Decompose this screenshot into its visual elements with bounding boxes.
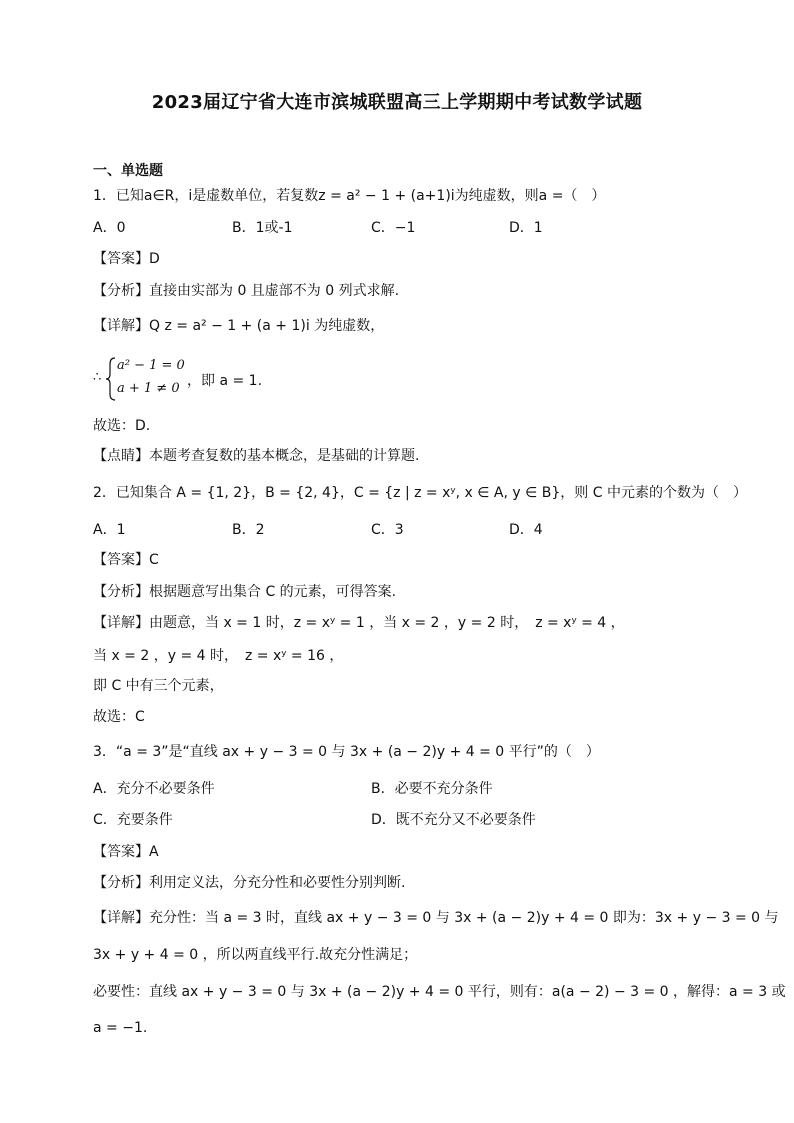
q1-stem: 1．已知a∈R，i是虚数单位，若复数z = a² − 1 + (a+1)i为纯虚数，则a =（ ） (93, 188, 606, 204)
q3-analysis: 【分析】利用定义法，分充分性和必要性分别判断. (93, 875, 406, 891)
therefore-symbol: ∴ (93, 370, 102, 385)
q2-option-a: A．1 (93, 522, 126, 538)
q3-option-d: D．既不充分又不必要条件 (371, 812, 536, 828)
q1-detail: 【详解】Q z = a² − 1 + (a + 1)i 为纯虚数， (93, 318, 385, 334)
q3-detail-2: 3x + y + 4 = 0 ，所以两直线平行.故充分性满足； (93, 947, 418, 963)
q1-analysis: 【分析】直接由实部为 0 且虚部不为 0 列式求解. (93, 283, 400, 299)
q3-detail-3: 必要性：直线 ax + y − 3 = 0 与 3x + (a − 2)y + 4 = 0 平行，则有：a(a − 2) − 3 = 0 ，解得：a = 3 或 (93, 984, 786, 1000)
q1-option-c: C．−1 (371, 220, 416, 236)
page-title: 2023届辽宁省大连市滨城联盟高三上学期期中考试数学试题 (151, 92, 643, 113)
q2-detail-3: 即 C 中有三个元素， (93, 678, 224, 694)
q1-answer: 【答案】D (93, 251, 160, 267)
q2-stem: 2．已知集合 A = {1, 2}，B = {2, 4}，C = {z | z = xʸ, x ∈ A, y ∈ B}，则 C 中元素的个数为（ ） (93, 485, 747, 501)
q1-option-b: B．1或-1 (232, 220, 293, 236)
q2-analysis: 【分析】根据题意写出集合 C 的元素，可得答案. (93, 584, 397, 600)
q2-option-c: C．3 (371, 522, 404, 538)
q2-detail-2: 当 x = 2 ，y = 4 时， z = xʸ = 16 ， (93, 648, 344, 664)
q1-equation-system (93, 356, 293, 402)
q3-detail-1: 【详解】充分性：当 a = 3 时，直线 ax + y − 3 = 0 与 3x + (a − 2)y + 4 = 0 即为：3x + y − 3 = 0 与 (93, 910, 779, 926)
section-heading: 一、单选题 (93, 163, 163, 179)
system-equation-1: a² − 1 = 0 (117, 358, 185, 373)
q2-option-d: D．4 (509, 522, 543, 538)
q3-answer: 【答案】A (93, 844, 159, 860)
system-equation-2: a + 1 ≠ 0 (117, 381, 180, 396)
system-result: ，即 a = 1. (187, 373, 263, 389)
q3-option-a: A．充分不必要条件 (93, 781, 215, 797)
q1-comment: 【点睛】本题考查复数的基本概念，是基础的计算题. (93, 448, 420, 464)
q2-option-b: B．2 (232, 522, 265, 538)
q2-choose: 故选：C (93, 709, 145, 725)
q3-option-b: B．必要不充分条件 (371, 781, 493, 797)
q2-detail-1: 【详解】由题意，当 x = 1 时，z = xʸ = 1 ，当 x = 2 ，y = 2 时， z = xʸ = 4 ， (93, 615, 625, 631)
left-brace-icon (105, 356, 117, 402)
q1-choose: 故选：D. (93, 418, 151, 434)
q3-option-c: C．充要条件 (93, 812, 173, 828)
q1-option-a: A．0 (93, 220, 126, 236)
q1-option-d: D．1 (509, 220, 543, 236)
q3-stem: 3．“a = 3”是“直线 ax + y − 3 = 0 与 3x + (a − 2)y + 4 = 0 平行”的（ ） (93, 744, 600, 760)
q2-answer: 【答案】C (93, 552, 159, 568)
q3-detail-4: a = −1. (93, 1020, 148, 1036)
